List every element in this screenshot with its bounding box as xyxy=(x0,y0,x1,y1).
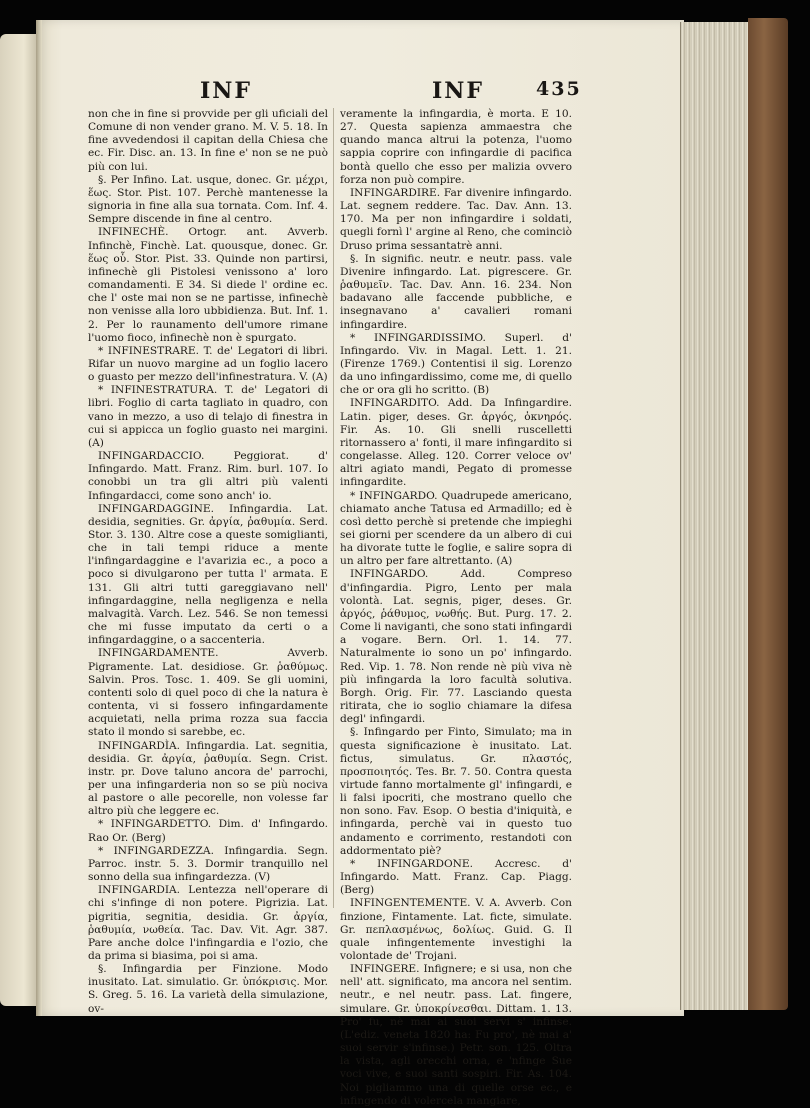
column-divider xyxy=(333,108,334,908)
entry-paragraph: * INFINGARDETTO. Dim. d' Infingardo. Rao Or. (Berg) xyxy=(88,818,328,844)
entry-paragraph: INFINGERE. Infignere; e si usa, non che nell' att. significato, ma ancora nel sentim. neutr., e nel neutr. pass. Lat. fingere, simulare. Gr. ὑποκρίνεσθαι. Dittam. 1. 13. Pro' fu, nè mai ai suoi servi s' infinse. (L'ediz. veneta 1820 ha: Fu pro', nè mai a' suoi servir s'infinse.) Petr. son. 125. Oltra la vista, agli orecchi orna, e 'nfinge Sue voci vive, e suoi santi sospiri. Fir. As. 104. Noi pigliammo una di quelle orse ec., e infingendo di volercela mangiare, xyxy=(340,963,572,1107)
entry-paragraph: * INFINGARDISSIMO. Superl. d' Infingardo. Viv. in Magal. Lett. 1. 21. (Firenze 1769.) Contentisi il sig. Lorenzo da uno infingardissimo, come me, di quello che or ora gli ho scritto. (B) xyxy=(340,331,572,397)
entry-paragraph: * INFINGARDONE. Accresc. d' Infingardo. Matt. Franz. Cap. Piagg. (Berg) xyxy=(340,857,572,897)
page-number: 435 xyxy=(536,78,582,100)
entry-paragraph: INFINGARDIRE. Far divenire infingardo. Lat. segnem reddere. Tac. Dav. Ann. 13. 170. Ma per non infingardire i soldati, quegli fornì l' argine al Reno, che cominciò Druso prima sessantatrè anni. xyxy=(340,186,572,252)
left-column xyxy=(88,108,328,1015)
page-gutter xyxy=(36,20,42,1016)
entry-paragraph: * INFINESTRATURA. T. de' Legatori di libri. Foglio di carta tagliato in quadro, con vano in mezzo, a uso di telajo di finestra in cui si appicca un foglio guasto nei margini. (A) xyxy=(88,384,328,449)
entry-paragraph: §. In signific. neutr. e neutr. pass. vale Divenire infingardo. Lat. pigrescere. Gr. ῥαθυμεῖν. Tac. Dav. Ann. 16. 234. Non badavano alle faccende pubbliche, e insegnavano a' cavalieri romani infingardire. xyxy=(340,252,572,331)
left-page-edge xyxy=(0,34,40,1006)
entry-paragraph: * INFINESTRARE. T. de' Legatori di libri. Rifar un nuovo margine ad un foglio lacero o guasto per mezzo dell'infinestratura. V. (A) xyxy=(88,344,328,384)
entry-paragraph: INFINGARDITO. Add. Da Infingardire. Latin. piger, deses. Gr. ἀργός, ὀκνηρός. Fir. As. 10. Gli snelli ruscelletti ritornassero a' fonti, il mare infingardito si congelasse. Alleg. 120. Correr veloce ov' altri agiato mandi, Pegato di promesse infingardite. xyxy=(340,397,572,489)
entry-paragraph: §. Per Infino. Lat. usque, donec. Gr. μέχρι, ἕως. Stor. Pist. 107. Perchè mantenesse la signoria in fine alla sua tornata. Com. Inf. 4. Sempre discende in fine al centro. xyxy=(88,173,328,226)
entry-paragraph: * INFINGARDEZZA. Infingardia. Segn. Parroc. instr. 5. 3. Dormir tranquillo nel sonno della sua infingardezza. (V) xyxy=(88,844,328,884)
page-stack-edges xyxy=(680,22,751,1010)
entry-paragraph: * INFINGARDO. Quadrupede americano, chiamato anche Tatusa ed Armadillo; ed è così detto perchè si pretende che impieghi sei giorni per scendere da un albero di cui ha divorate tutte le foglie, e salire sopra di un altro per fare altrettanto. (A) xyxy=(340,489,572,568)
entry-paragraph: INFINGARDAGGINE. Infingardia. Lat. desidia, segnities. Gr. ἀργία, ῥαθυμία. Serd. Stor. 3. 130. Altre cose a queste somiglianti, che in tali tempi riduce a mente l'infingardaggine e l'avarizia ec., a poco a poco si divulgarono per tutta l' armata. E 131. Gli altri tutti gareggiavano nell' infingardaggine, nella negligenza e nella malvagità. Varch. Lez. 546. Se non temessi che mi fusse imputato da certi o a infingardaggine, o a saccenteria. xyxy=(88,502,328,647)
right-column xyxy=(340,108,572,1107)
entry-paragraph: §. Infingardo per Finto, Simulato; ma in questa significazione è inusitato. Lat. fictus, simulatus. Gr. πλαστός, προσποιητός. Tes. Br. 7. 50. Contra questa virtude fanno mortalmente gl' infingardi, e li falsi ipocriti, che mostrano quello che non sono. Fav. Esop. O bestia d'iniquità, e infingarda, perchè vai in questo tuo andamento e corrimento, restandoti con addormentato piè? xyxy=(340,726,572,857)
entry-paragraph: INFINGARDACCIO. Peggiorat. d' Infingardo. Matt. Franz. Rim. burl. 107. Io conobbi un tra gli altri più valenti Infingardacci, come sono anch' io. xyxy=(88,450,328,502)
book-cover xyxy=(748,18,788,1010)
entry-paragraph: §. Infingardia per Finzione. Modo inusitato. Lat. simulatio. Gr. ὑπόκρισις. Mor. S. Greg. 5. 16. La varietà della simulazione, ov- xyxy=(88,963,328,1015)
running-head-right: INF xyxy=(432,78,485,104)
running-head-left: INF xyxy=(200,78,253,104)
entry-paragraph: non che in fine si provvide per gli uficiali del Comune di non vender grano. M. V. 5. 18. In fine avvedendosi il capitan della Chiesa che ec. Fir. Disc. an. 13. In fine e' non se ne può più con lui. xyxy=(88,108,328,173)
entry-paragraph: INFINGARDIA. Lentezza nell'operare di chi s'infinge di non potere. Pigrizia. Lat. pigritia, segnitia, desidia. Gr. ἀργία, ῥαθυμία, νωθεία. Tac. Dav. Vit. Agr. 387. Pare anche dolce l'infingardia e l'ozio, che da prima si biasima, poi si ama. xyxy=(88,884,328,962)
entry-paragraph: veramente la infingardia, è morta. E 10. 27. Questa sapienza ammaestra che quando manca altrui la potenza, l'uomo sappia coprire con infingardie di pacifica bontà quello che esso per malizia ovvero forza non può compire. xyxy=(340,108,572,186)
entry-paragraph: INFINGARDÌA. Infingardia. Lat. segnitia, desidia. Gr. ἀργία, ῥαθυμία. Segn. Crist. instr. pr. Dove taluno ancora de' parrochi, per una infingarderia non so se più nociva al pastore o alle pecorelle, non volesse far altro più che leggere ec. xyxy=(88,739,328,818)
entry-paragraph: INFINGARDAMENTE. Avverb. Pigramente. Lat. desidiose. Gr. ῥαθύμως. Salvin. Pros. Tosc. 1. 409. Se gli uomini, contenti solo di quel poco di che la natura è contenta, vi si fossero infingardamente acquietati, nella prima rozza sua faccia stato il mondo si sarebbe, ec. xyxy=(88,647,328,739)
entry-paragraph: INFINGARDO. Add. Compreso d'infingardia. Pigro, Lento per mala volontà. Lat. segnis, piger, deses. Gr. ἀργός, ῥάθυμος, νωθής. But. Purg. 17. 2. Come li naviganti, che sono stati infingardi a vogare. Bern. Orl. 1. 14. 77. Naturalmente io sono un po' infingardo. Red. Vip. 1. 78. Non rende nè più viva nè più infingarda la loro facultà solutiva. Borgh. Orig. Fir. 77. Lasciando questa ritirata, che io soglio chiamare la difesa degl' infingardi. xyxy=(340,568,572,726)
entry-paragraph: INFINGENTEMENTE. V. A. Avverb. Con finzione, Fintamente. Lat. ficte, simulate. Gr. πεπλασμένως, δολίως. Guid. G. Il quale infingentemente investighi la volontade de' Trojani. xyxy=(340,897,572,962)
entry-paragraph: INFINECHÈ. Ortogr. ant. Avverb. Infinchè, Finchè. Lat. quousque, donec. Gr. ἕως οὗ. Stor. Pist. 33. Quinde non partirsi, infinechè gli Pistolesi venissono a' loro comandamenti. E 34. Si diede l' ordine ec. che l' oste mai non se ne partisse, infinechè non venisse alla loro ubbidienza. But. Inf. 1. 2. Per lo raunamento dell'umore rimane l'uomo fioco, infinechè non è spurgato. xyxy=(88,226,328,344)
